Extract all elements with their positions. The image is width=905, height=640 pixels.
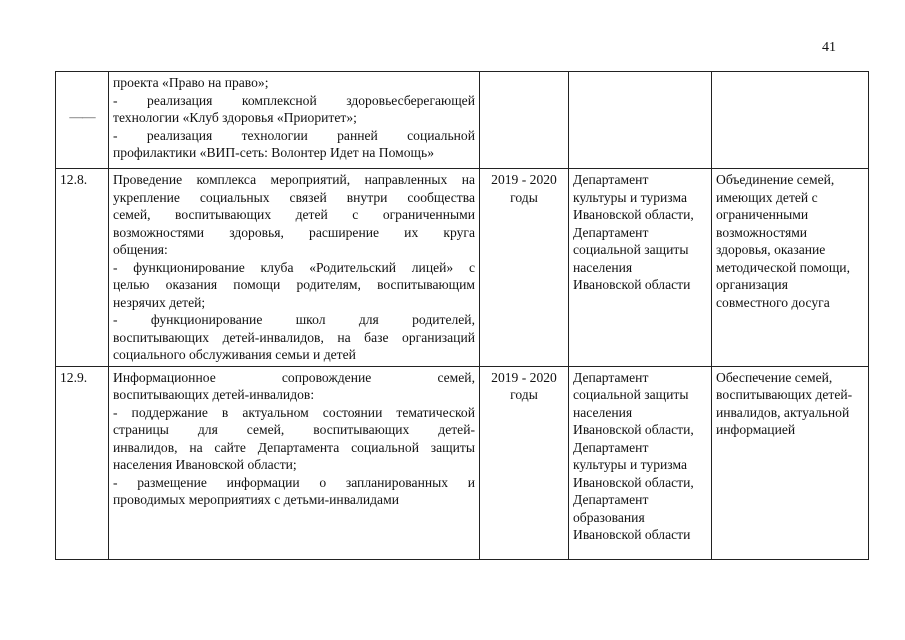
row-number: 12.9. <box>60 369 88 385</box>
table-row <box>56 169 869 367</box>
description-line: технологии «Клуб здоровья «Приоритет»; <box>113 110 357 125</box>
measure-description-cell <box>109 72 480 169</box>
executor-line: культуры и туризма <box>573 189 687 205</box>
years-label: годы <box>510 387 538 402</box>
measure-description-cell <box>109 366 480 559</box>
years-cell <box>480 366 569 559</box>
result-line: организация <box>716 277 788 292</box>
years-range: 2019 - 2020 <box>491 369 557 385</box>
executor-line: Ивановской области, <box>573 207 694 222</box>
executor-line: Департамент <box>573 492 649 507</box>
description-line: воспитывающих детей-инвалидов, на базе организаций <box>113 329 475 345</box>
description-line: - функционирование клуба «Родительский лицей» с <box>113 259 475 275</box>
description-line: социального обслуживания семьи и детей <box>113 347 356 362</box>
description-line: проекта «Право на право»; <box>113 75 269 90</box>
result-cell <box>712 72 869 169</box>
description-line: инвалидов, на сайте Департамента социальной защиты <box>113 439 475 455</box>
result-line: методической помощи, <box>716 259 850 275</box>
row-number-cell <box>56 366 109 559</box>
row-number: —— <box>69 109 95 124</box>
result-line: имеющих детей с <box>716 189 818 205</box>
description-line: - реализация комплексной здоровьесберегающей <box>113 92 475 108</box>
description-line: - функционирование школ для родителей, <box>113 312 475 327</box>
description-line: - поддержание в актуальном состоянии тематической <box>113 404 475 420</box>
result-line: Обеспечение семей, <box>716 369 833 385</box>
executor-line: социальной защиты <box>573 387 689 402</box>
executor-line: культуры и туризма <box>573 457 687 472</box>
description-line: - размещение информации о запланированных и <box>113 474 475 490</box>
description-line: населения Ивановской области; <box>113 457 297 472</box>
result-line: Объединение семей, <box>716 172 835 187</box>
page-number: 41 <box>822 40 836 55</box>
description-line: страницы для семей, воспитывающих детей- <box>113 422 475 437</box>
result-cell <box>712 169 869 367</box>
executor-line: Департамент <box>573 369 649 385</box>
description-line: - реализация технологии ранней социальной <box>113 127 475 143</box>
row-number-cell <box>56 72 109 169</box>
table-row <box>56 366 869 559</box>
executor-line: Ивановской области, <box>573 474 694 490</box>
executor-cell <box>569 72 712 169</box>
result-line: воспитывающих детей- <box>716 387 853 402</box>
result-line: возможностями <box>716 224 808 240</box>
years-cell <box>480 72 569 169</box>
description-line: незрячих детей; <box>113 294 206 310</box>
years-cell <box>480 169 569 367</box>
description-line: целью оказания помощи родителям, воспитывающим <box>113 277 475 292</box>
description-line: возможностями здоровья, расширение их круга <box>113 224 475 240</box>
description-line: укрепление социальных связей внутри сообщества <box>113 189 475 205</box>
result-line: инвалидов, актуальной <box>716 404 850 420</box>
executor-line: Ивановской области <box>573 527 691 542</box>
executor-line: Департамент <box>573 439 649 455</box>
action-plan-table <box>55 71 869 560</box>
result-line: здоровья, оказание <box>716 242 826 257</box>
result-line: совместного досуга <box>716 294 830 310</box>
result-line: ограниченными <box>716 207 809 222</box>
description-line: проводимых мероприятиях с детьми-инвалидами <box>113 492 399 507</box>
description-line: общения: <box>113 242 168 257</box>
executor-line: социальной защиты <box>573 242 689 257</box>
executor-line: Ивановской области <box>573 277 691 292</box>
years-range: 2019 - 2020 <box>491 172 557 187</box>
row-number-cell <box>56 169 109 367</box>
executor-line: населения <box>573 404 633 420</box>
description-line: Информационное сопровождение семей, <box>113 369 475 385</box>
result-cell <box>712 366 869 559</box>
description-line: воспитывающих детей-инвалидов: <box>113 387 315 402</box>
description-line: Проведение комплекса мероприятий, направленных на <box>113 172 475 187</box>
result-line: информацией <box>716 422 796 437</box>
executor-line: населения <box>573 259 633 275</box>
table-row <box>56 72 869 169</box>
executor-line: Ивановской области, <box>573 422 694 437</box>
years-label: годы <box>510 189 538 205</box>
description-line: профилактики «ВИП-сеть: Волонтер Идет на Помощь» <box>113 145 434 160</box>
executor-line: образования <box>573 509 645 525</box>
row-number: 12.8. <box>60 172 88 187</box>
executor-cell <box>569 366 712 559</box>
measure-description-cell <box>109 169 480 367</box>
executor-line: Департамент <box>573 172 649 187</box>
description-line: семей, воспитывающих детей с ограниченными <box>113 207 475 222</box>
executor-line: Департамент <box>573 224 649 240</box>
executor-cell <box>569 169 712 367</box>
